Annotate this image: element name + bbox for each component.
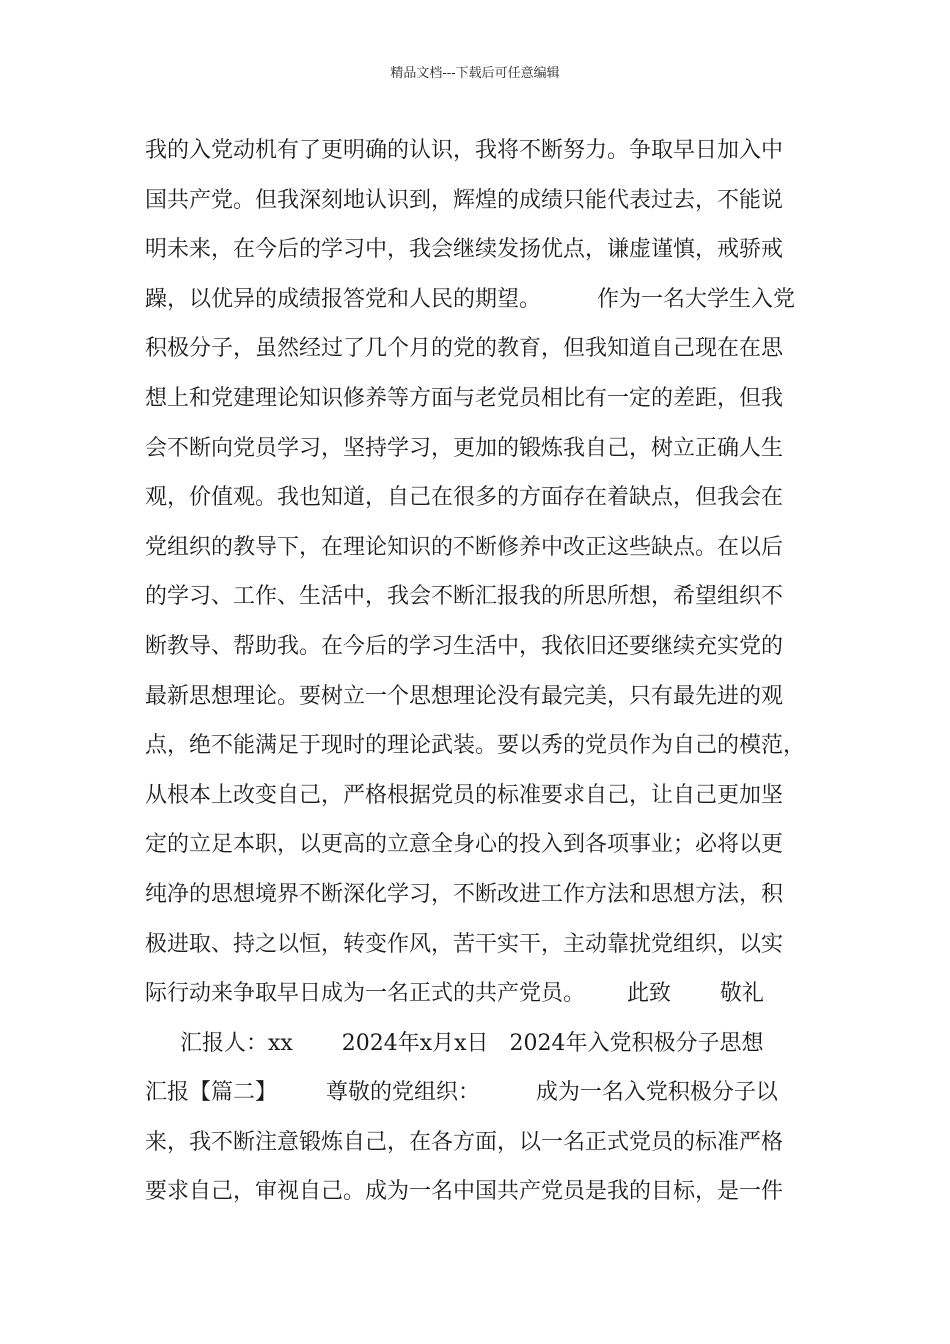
text-line: 观，价值观。我也知道，自己在很多的方面存在着缺点，但我会在 — [145, 485, 784, 511]
text-line: 来，我不断注意锻炼自己，在各方面，以一名正式党员的标准严格 — [145, 1129, 784, 1155]
text-line: 定的立足本职，以更高的立意全身心的投入到各项事业；必将以更 — [145, 832, 784, 858]
text-line: 极进取、持之以恒，转变作风，苦干实干，主动靠扰党组织，以实 — [145, 931, 784, 957]
text-line: 点，绝不能满足于现时的理论武装。要以秀的党员作为自己的模范， — [145, 733, 806, 759]
text-line: 明未来，在今后的学习中，我会继续发扬优点，谦虚谨慎，戒骄戒 — [145, 237, 784, 263]
text-line: 断教导、帮助我。在今后的学习生活中，我依旧还要继续充实党的 — [145, 633, 784, 659]
text-line: 我的入党动机有了更明确的认识，我将不断努力。争取早日加入中 — [145, 138, 784, 163]
text-line: 汇报人：xx 2024年x月x日 2024年入党积极分子思想 — [145, 1030, 764, 1056]
text-line: 汇报【篇二】 尊敬的党组织： 成为一名入党积极分子以 — [145, 1080, 778, 1106]
text-line: 的学习、工作、生活中，我会不断汇报我的所思所想，希望组织不 — [145, 584, 784, 610]
text-line: 际行动来争取早日成为一名正式的共产党员。 此致 敬礼 — [145, 981, 764, 1007]
text-line: 最新思想理论。要树立一个思想理论没有最完美，只有最先进的观 — [145, 683, 784, 709]
text-line: 从根本上改变自己，严格根据党员的标准要求自己，让自己更加坚 — [145, 782, 784, 808]
text-line: 国共产党。但我深刻地认识到，辉煌的成绩只能代表过去，不能说 — [145, 187, 784, 213]
document-body — [145, 126, 825, 1217]
text-line: 积极分子，虽然经过了几个月的党的教育，但我知道自己现在在思 — [145, 336, 784, 362]
page-header: 精品文档---下载后可任意编辑 — [390, 66, 560, 81]
text-line: 会不断向党员学习，坚持学习，更加的锻炼我自己，树立正确人生 — [145, 435, 784, 461]
text-line: 躁，以优异的成绩报答党和人民的期望。 作为一名大学生入党 — [145, 286, 795, 312]
text-line: 要求自己，审视自己。成为一名中国共产党员是我的目标，是一件 — [145, 1179, 784, 1205]
text-line: 党组织的教导下，在理论知识的不断修养中改正这些缺点。在以后 — [145, 534, 784, 560]
text-line: 想上和党建理论知识修养等方面与老党员相比有一定的差距，但我 — [145, 385, 784, 411]
text-line: 纯净的思想境界不断深化学习，不断改进工作方法和思想方法，积 — [145, 881, 784, 907]
